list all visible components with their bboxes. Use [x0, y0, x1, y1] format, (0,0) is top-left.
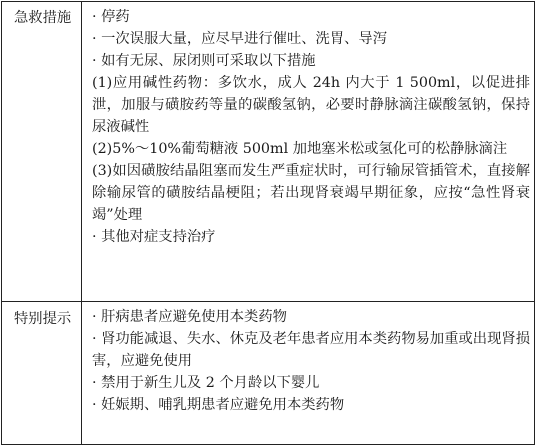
section-content-warnings [82, 302, 535, 445]
list-item: · 一次误服大量，应尽早进行催吐、洗胃、导泻 [92, 31, 388, 47]
section-label-warnings: 特别提示 [14, 311, 72, 327]
table-row-warnings [2, 302, 535, 445]
list-item: · 妊娠期、哺乳期患者应避免用本类药物 [92, 397, 345, 413]
section-label-emergency: 急救措施 [14, 10, 72, 26]
list-item: (3)如因磺胺结晶阻塞而发生严重症状时，可行输尿管插管术，直接解除输尿管的磺胺结晶梗阻；若出现肾衰竭早期征象，应按“急性肾衰竭”处理 [92, 163, 530, 223]
list-item: · 如有无尿、尿闭则可采取以下措施 [92, 53, 316, 69]
section-content-emergency [82, 2, 535, 302]
list-item: · 肾功能减退、失水、休克及老年患者应用本类药物易加重或出现肾损害，应避免使用 [92, 331, 530, 369]
list-item: · 其他对症支持治疗 [92, 229, 216, 245]
list-item: (1)应用碱性药物：多饮水，成人 24h 内大于 1 500ml，以促进排泄，加服与磺胺药等量的碳酸氢钠，必要时静脉滴注碳酸氢钠，保持尿液碱性 [92, 75, 530, 135]
section-label-cell [2, 2, 82, 302]
table-row-emergency [2, 2, 535, 302]
list-item: · 禁用于新生儿及 2 个月龄以下婴儿 [92, 375, 320, 391]
drug-info-table [1, 1, 535, 445]
list-item: · 停药 [92, 9, 130, 25]
section-label-cell [2, 302, 82, 445]
list-item: (2)5%～10%葡萄糖液 500ml 加地塞米松或氢化可的松静脉滴注 [92, 141, 508, 157]
list-item: · 肝病患者应避免使用本类药物 [92, 309, 287, 325]
